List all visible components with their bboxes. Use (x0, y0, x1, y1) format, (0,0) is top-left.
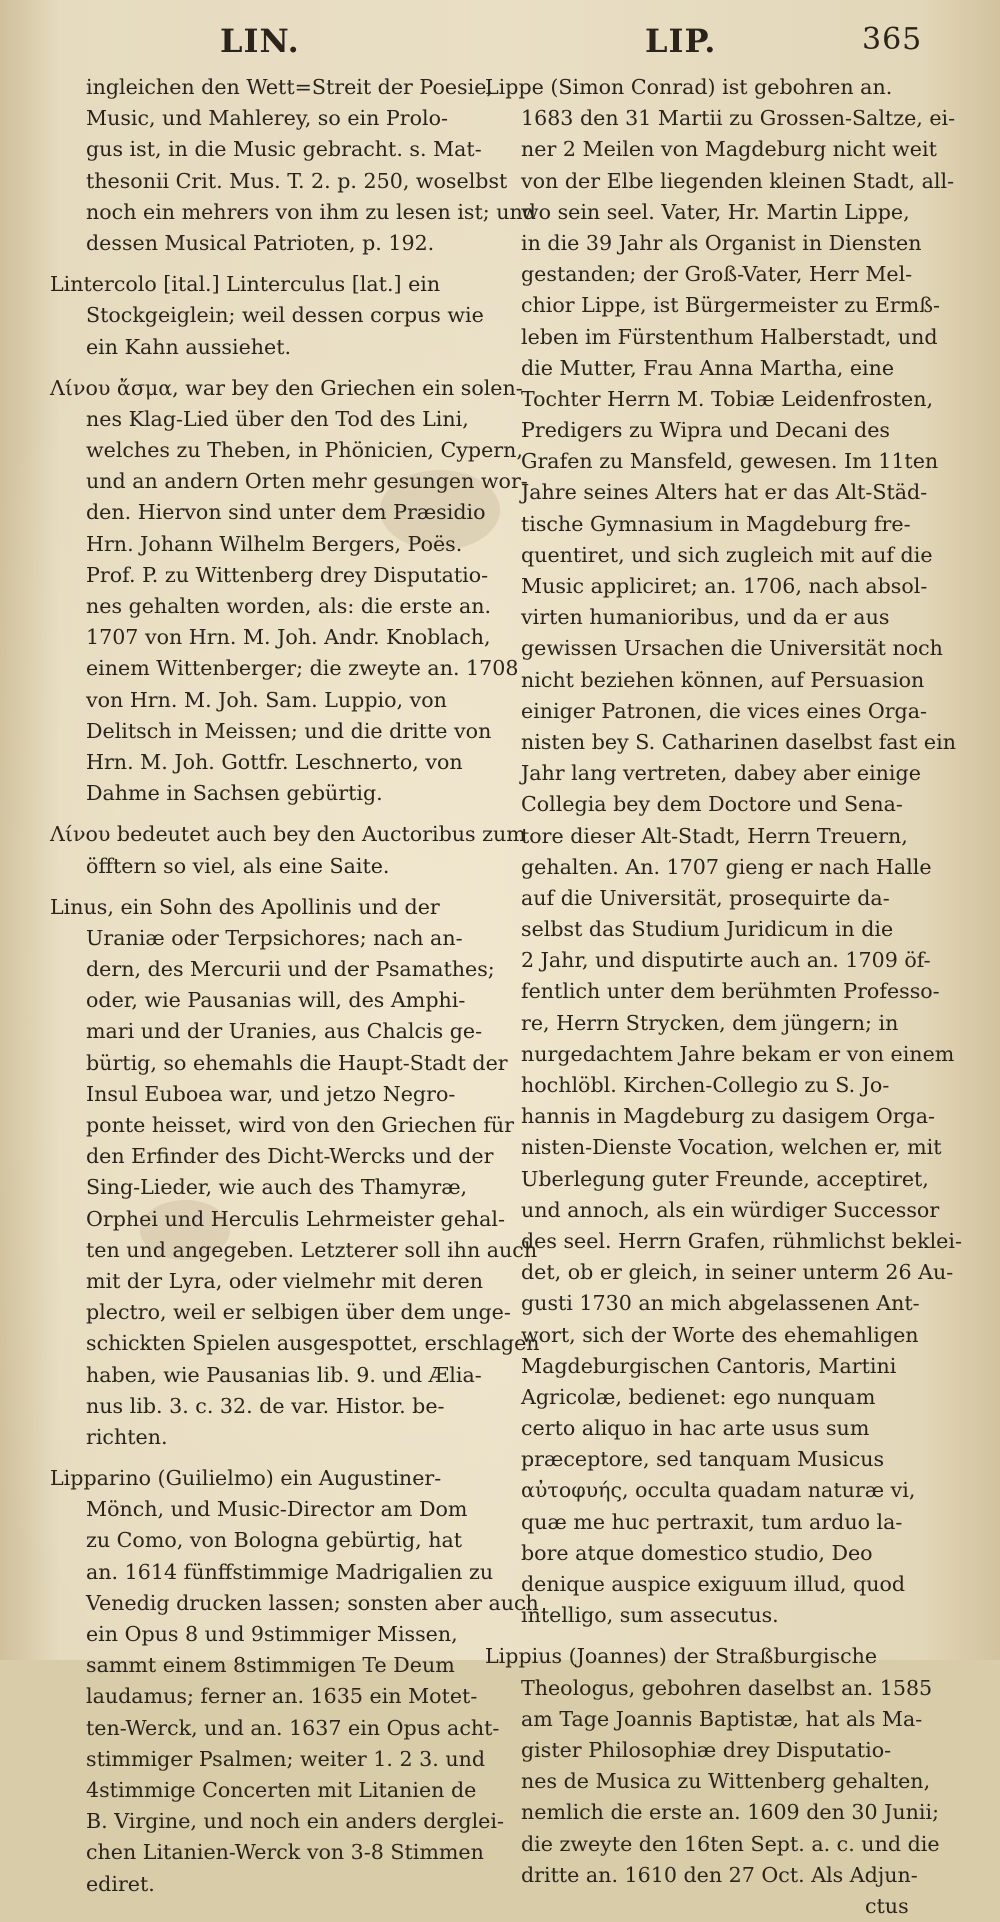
entry-line: quæ me huc pertraxit, tum arduo la- (521, 1509, 903, 1534)
entry-line: nes Klag-Lied über den Tod des Lini, (86, 406, 469, 431)
entry-line: in die 39 Jahr als Organist in Diensten (521, 230, 922, 255)
entry-line: ein Kahn aussiehet. (86, 334, 292, 359)
entry-line: Dahme in Sachsen gebürtig. (86, 781, 383, 806)
entry-line: 4stimmige Concerten mit Litanien de (86, 1777, 477, 1802)
entry-line: Venedig drucken lassen; sonsten aber auch (86, 1590, 539, 1615)
entry-line: sammt einem 8stimmigen Te Deum (86, 1653, 455, 1678)
entry-line: Hrn. M. Joh. Gottfr. Leschnerto, von (86, 749, 463, 774)
entry-line: quentiret, und sich zugleich mit auf die (521, 542, 933, 567)
entry-line: nisten bey S. Catharinen daselbst fast ein (521, 729, 956, 754)
entry-line: den. Hiervon sind unter dem Præsidio (86, 500, 486, 525)
entry-line: stimmiger Psalmen; weiter 1. 2 3. und (86, 1746, 486, 1771)
entry-line: leben im Fürstenthum Halberstadt, und (521, 324, 938, 349)
entry-line: Stockgeiglein; weil dessen corpus wie (86, 303, 484, 328)
entry-line: Music, und Mahlerey, so ein Prolo- (86, 106, 448, 131)
entry-line: gister Philosophiæ drey Disputatio- (521, 1737, 892, 1762)
entry-line: gus ist, in die Music gebracht. s. Mat- (86, 137, 482, 162)
entry-line: dessen Musical Patrioten, p. 192. (86, 230, 435, 255)
entry-line: ner 2 Meilen von Magdeburg nicht weit (521, 137, 937, 162)
entry-line: Predigers zu Wipra und Decani des (521, 418, 890, 443)
entry-line: am Tage Joannis Baptistæ, hat als Ma- (521, 1706, 923, 1731)
entry-line: plectro, weil er selbigen über dem unge- (86, 1300, 511, 1325)
entry-line: nes gehalten worden, als: die erste an. (86, 594, 492, 618)
entry-line: denique auspice exiguum illud, quod (521, 1572, 906, 1596)
entry-line: nus lib. 3. c. 32. de var. Histor. be- (86, 1393, 445, 1418)
entry-line: Linus, ein Sohn des Apollinis und der (50, 894, 440, 919)
entry-line: Λίνου ἄσμα, war bey den Griechen ein solen- (50, 375, 523, 400)
entry-line: gestanden; der Groß-Vater, Herr Mel- (521, 262, 913, 287)
entry-line: Lipparino (Guilielmo) ein Augustiner- (50, 1466, 442, 1491)
entry-line: nemlich die erste an. 1609 den 30 Junii; (521, 1800, 940, 1825)
entry-line: den Erfinder des Dicht-Wercks und der (86, 1144, 494, 1169)
entry-line: und an andern Orten mehr gesungen wor- (86, 469, 528, 494)
entry-line: ingleichen den Wett=Streit der Poesie, (86, 75, 493, 99)
entry-line: Mönch, und Music-Director am Dom (86, 1497, 468, 1522)
entry-line: oder, wie Pausanias will, des Amphi- (86, 988, 466, 1013)
page-number: 365 (862, 22, 923, 57)
entry-line: Lippius (Joannes) der Straßburgische (485, 1644, 878, 1669)
entry-line: nes de Musica zu Wittenberg gehalten, (521, 1769, 931, 1794)
entry-line: selbst das Studium Juridicum in die (521, 917, 894, 942)
entry-line: B. Virgine, und noch ein anders derglei- (86, 1809, 504, 1834)
entry-line: von der Elbe liegenden kleinen Stadt, all- (521, 168, 955, 193)
dictionary-entry (50, 819, 526, 891)
entry-line: Collegia bey dem Doctore und Sena- (521, 792, 903, 817)
entry-line: von Hrn. M. Joh. Sam. Luppio, von (86, 687, 447, 712)
entry-line: schickten Spielen ausgespottet, erschlagen (86, 1331, 540, 1356)
left-column (50, 72, 540, 1900)
entry-line: dritte an. 1610 den 27 Oct. Als Adjun- (521, 1862, 918, 1887)
entry-line: re, Herrn Strycken, dem jüngern; in (521, 1010, 899, 1035)
dictionary-entry (50, 373, 528, 820)
entry-line: 2 Jahr, und disputirte auch an. 1709 öf- (521, 948, 931, 973)
dictionary-entry (50, 269, 484, 373)
entry-line: thesonii Crit. Mus. T. 2. p. 250, woselbst (86, 168, 508, 193)
entry-line: αὐτοφυής, occulta quadam naturæ vi, (521, 1478, 916, 1503)
entry-line: Lippe (Simon Conrad) ist gebohren an. (485, 75, 893, 99)
right-column (485, 72, 962, 1922)
dictionary-entry (50, 1463, 539, 1900)
entry-line: mari und der Uranies, aus Chalcis ge- (86, 1019, 483, 1044)
entry-line: noch ein mehrers von ihm zu lesen ist; und (86, 199, 536, 224)
entry-line: Sing-Lieder, wie auch des Thamyræ, (86, 1175, 468, 1200)
entry-line: und annoch, als ein würdiger Successor (521, 1197, 940, 1222)
entry-line: ten und angegeben. Letzterer soll ihn auch (86, 1237, 538, 1262)
entry-line: Λίνου bedeutet auch bey den Auctoribus zum (50, 822, 526, 847)
entry-line: chen Litanien-Werck von 3-8 Stimmen (86, 1840, 484, 1865)
entry-line: welches zu Theben, in Phönicien, Cypern, (86, 438, 523, 463)
entry-line: nicht beziehen können, auf Persuasion (521, 667, 925, 692)
entry-line: bürtig, so ehemahls die Haupt-Stadt der (86, 1050, 508, 1075)
entry-line: Uraniæ oder Terpsichores; nach an- (86, 925, 463, 950)
entry-line: bore atque domestico studio, Deo (521, 1540, 873, 1565)
dictionary-entry (50, 72, 536, 269)
running-header (0, 22, 1000, 62)
entry-line: ten-Werck, und an. 1637 ein Opus acht- (86, 1715, 500, 1740)
catchword: ctus (865, 1893, 909, 1918)
entry-line: Jahre seines Alters hat er das Alt-Städ- (521, 480, 928, 505)
entry-line: fentlich unter dem berühmten Professo- (521, 979, 940, 1004)
entry-line: tore dieser Alt-Stadt, Herrn Treuern, (521, 823, 908, 848)
entry-line: Agricolæ, bedienet: ego nunquam (521, 1384, 876, 1409)
entry-line: wo sein seel. Vater, Hr. Martin Lippe, (521, 199, 910, 224)
entry-line: Jahr lang vertreten, dabey aber einige (521, 761, 921, 786)
entry-line: die zweyte den 16ten Sept. a. c. und die (521, 1831, 940, 1856)
entry-line: Delitsch in Meissen; und die dritte von (86, 718, 492, 743)
entry-line: intelligo, sum assecutus. (521, 1603, 779, 1628)
entry-line: hannis in Magdeburg zu dasigem Orga- (521, 1104, 935, 1129)
dictionary-entry (50, 892, 540, 1463)
entry-line: dern, des Mercurii und der Psamathes; (86, 957, 495, 982)
entry-line: chior Lippe, ist Bürgermeister zu Ermß- (521, 293, 941, 318)
entry-line: Tochter Herrn M. Tobiæ Leidenfrosten, (521, 386, 934, 411)
entry-line: auf die Universität, prosequirte da- (521, 885, 890, 910)
entry-line: Grafen zu Mansfeld, gewesen. Im 11ten (521, 449, 939, 474)
entry-line: Hrn. Johann Wilhelm Bergers, Poës. (86, 531, 463, 556)
entry-line: Orphei und Herculis Lehrmeister gehal- (86, 1206, 505, 1231)
header-left-guideword: LIN. (220, 22, 300, 60)
entry-line: hochlöbl. Kirchen-Collegio zu S. Jo- (521, 1073, 890, 1097)
entry-line: einem Wittenberger; die zweyte an. 1708 (86, 656, 519, 681)
entry-line: laudamus; ferner an. 1635 ein Motet- (86, 1684, 478, 1709)
entry-line: des seel. Herrn Grafen, rühmlichst beklei- (521, 1228, 962, 1253)
entry-line: öfftern so viel, als eine Saite. (86, 853, 390, 878)
entry-line: die Mutter, Frau Anna Martha, eine (521, 355, 895, 380)
entry-line: Music appliciret; an. 1706, nach absol- (521, 574, 928, 598)
entry-line: ponte heisset, wird von den Griechen für (86, 1113, 514, 1137)
entry-line: tische Gymnasium in Magdeburg fre- (521, 511, 911, 536)
entry-line: præceptore, sed tanquam Musicus (521, 1447, 885, 1472)
entry-line: an. 1614 fünffstimmige Madrigalien zu (86, 1559, 494, 1584)
entry-line: gewissen Ursachen die Universität noch (521, 636, 943, 661)
entry-line: gusti 1730 an mich abgelassenen Ant- (521, 1291, 920, 1316)
entry-line: Insul Euboea war, und jetzo Negro- (86, 1081, 456, 1106)
entry-line: virten humanioribus, und da er aus (521, 605, 890, 630)
dictionary-entry (485, 72, 962, 1641)
entry-line: nurgedachtem Jahre bekam er von einem (521, 1041, 955, 1066)
entry-line: einiger Patronen, die vices eines Orga- (521, 698, 927, 723)
entry-line: Theologus, gebohren daselbst an. 1585 (521, 1675, 933, 1700)
entry-line: haben, wie Pausanias lib. 9. und Ælia- (86, 1362, 482, 1387)
entry-line: det, ob er gleich, in seiner unterm 26 Au- (521, 1260, 954, 1285)
dictionary-entry (485, 1641, 945, 1891)
entry-line: zu Como, von Bologna gebürtig, hat (86, 1528, 463, 1553)
entry-line: certo aliquo in hac arte usus sum (521, 1416, 870, 1441)
entry-line: Uberlegung guter Freunde, acceptiret, (521, 1166, 929, 1191)
entry-line: Magdeburgischen Cantoris, Martini (521, 1353, 897, 1378)
entry-line: mit der Lyra, oder vielmehr mit deren (86, 1268, 483, 1293)
entry-line: 1707 von Hrn. M. Joh. Andr. Knoblach, (86, 625, 491, 650)
entry-line: ediret. (86, 1871, 155, 1896)
header-right-guideword: LIP. (645, 22, 717, 60)
entry-line: richten. (86, 1424, 168, 1449)
entry-line: Prof. P. zu Wittenberg drey Disputatio- (86, 562, 489, 587)
entry-line: gehalten. An. 1707 gieng er nach Halle (521, 854, 932, 879)
entry-line: nisten-Dienste Vocation, welchen er, mit (521, 1135, 942, 1160)
entry-line: wort, sich der Worte des ehemahligen (521, 1322, 919, 1347)
entry-line: ein Opus 8 und 9stimmiger Missen, (86, 1622, 458, 1646)
entry-line: Lintercolo [ital.] Linterculus [lat.] ein (50, 272, 441, 297)
entry-line: 1683 den 31 Martii zu Grossen-Saltze, ei- (521, 106, 956, 131)
